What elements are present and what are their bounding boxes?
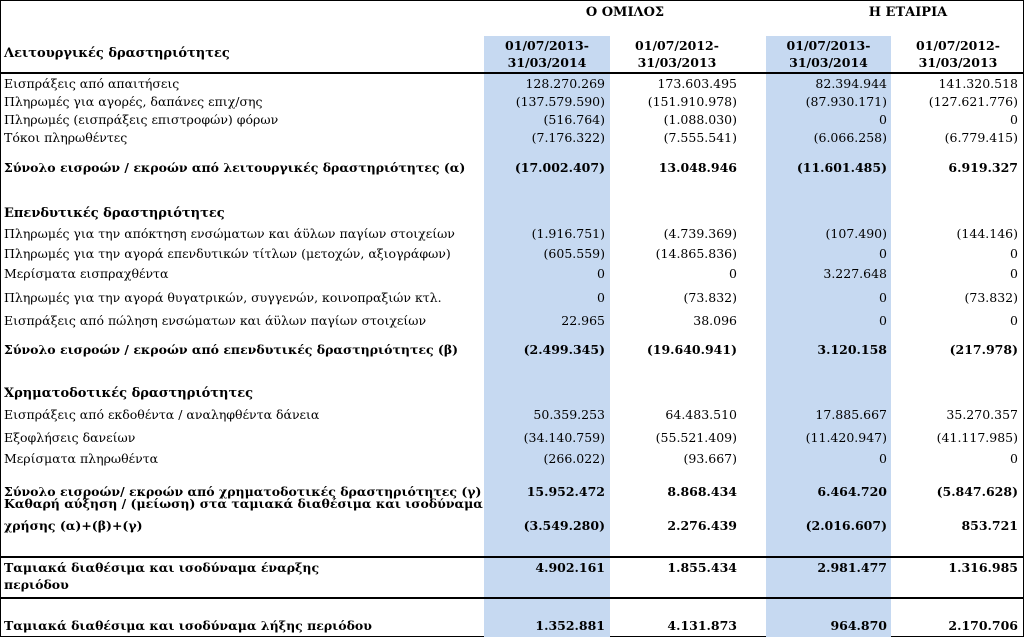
row-value: 0 [879,246,887,261]
row-label: Τόκοι πληρωθέντες [4,130,128,145]
row-value: (4.739.369) [663,226,737,241]
row-label: Μερίσματα εισπραχθέντα [4,266,169,281]
row-value: 3.227.648 [823,266,887,281]
row-value: (17.002.407) [514,160,605,175]
row-value: 4.902.161 [535,560,605,575]
rule-before-opening [0,556,1024,558]
section-operating: Λειτουργικές δραστηριότητες [4,46,230,61]
row-value: 141.320.518 [938,76,1018,91]
section-financing: Χρηματοδοτικές δραστηριότητες [4,386,254,401]
row-value: 0 [1010,313,1018,328]
row-value: 1.855.434 [667,560,737,575]
company-header: Η ΕΤΑΙΡΙΑ [868,5,948,20]
row-value: (266.022) [543,451,605,466]
row-value: (6.779.415) [944,130,1018,145]
row-value: (127.621.776) [928,94,1018,109]
row-value: 0 [1010,451,1018,466]
row-label: Πληρωμές για την αγορά επενδυτικών τίτλων (μετοχών, αξιογράφων) [4,246,451,261]
row-value: 22.965 [561,313,605,328]
row-value: (151.910.978) [647,94,737,109]
row-value: (55.521.409) [655,430,737,445]
row-value: (73.832) [964,290,1018,305]
row-value: (11.420.947) [805,430,887,445]
row-value: 128.270.269 [525,76,605,91]
row-value: (34.140.759) [523,430,605,445]
row-value: (41.117.985) [936,430,1018,445]
row-value: (144.146) [956,226,1018,241]
row-value: 0 [879,451,887,466]
row-value: (107.490) [825,226,887,241]
row-value: 0 [879,290,887,305]
period-header-3: 01/07/2013- 31/03/2014 [786,38,871,70]
row-value: 2.981.477 [817,560,887,575]
row-label: Εξοφλήσεις δανείων [4,430,136,445]
row-value: 4.131.873 [667,618,737,633]
period-header-2: 01/07/2012- 31/03/2013 [635,38,719,70]
row-label: Σύνολο εισροών / εκροών από λειτουργικές δραστηριότητες (α) [4,160,466,175]
row-value: 82.394.944 [815,76,887,91]
period-header-1: 01/07/2013- 31/03/2014 [505,38,589,70]
row-value: 38.096 [693,313,737,328]
row-value: 0 [1010,112,1018,127]
row-value: (1.916.751) [531,226,605,241]
row-label: Πληρωμές (εισπράξεις επιστροφών) φόρων [4,112,279,127]
row-label: Ταμιακά διαθέσιμα και ισοδύναμα έναρξης [4,560,320,575]
row-value: 2.276.439 [667,518,737,533]
row-value: 35.270.357 [946,407,1018,422]
row-label: Εισπράξεις από εκδοθέντα / αναληφθέντα δάνεια [4,407,320,422]
row-value: 1.352.881 [535,618,605,633]
row-value: (73.832) [683,290,737,305]
row-value: (1.088.030) [663,112,737,127]
row-value: 0 [597,290,605,305]
row-label: Εισπράξεις από απαιτήσεις [4,76,180,91]
row-value: 0 [1010,266,1018,281]
row-label: Σύνολο εισροών/ εκροών από χρηματοδοτικές δραστηριότητες (γ) [4,484,482,499]
row-value: (2.499.345) [523,342,605,357]
row-value: (11.601.485) [796,160,887,175]
highlight-column-company-2014 [766,36,891,637]
row-label-line2: περιόδου [4,577,69,592]
period-header-4: 01/07/2012- 31/03/2013 [916,38,1000,70]
row-value: 17.885.667 [815,407,887,422]
row-value: 6.464.720 [817,484,887,499]
row-value: 173.603.495 [657,76,737,91]
row-value: 0 [1010,246,1018,261]
row-value: (3.549.280) [523,518,605,533]
group-header: Ο ΟΜΙΛΟΣ [585,5,665,20]
header-rule [0,72,1024,74]
row-value: 13.048.946 [658,160,737,175]
row-value: (14.865.836) [655,246,737,261]
section-investing: Επενδυτικές δραστηριότητες [4,206,225,221]
row-label-line1: Καθαρή αύξηση / (μείωση) στα ταμιακά διαθέσιμα και ισοδύναμα [4,496,483,511]
row-label: Πληρωμές για αγορές, δαπάνες επιχ/σης [4,94,263,109]
row-label: Εισπράξεις από πώληση ενσώματων και άϋλων παγίων στοιχείων [4,313,427,328]
row-label: Πληρωμές για την αγορά θυγατρικών, συγγενών, κοινοπραξιών κτλ. [4,290,442,305]
row-value: (93.667) [683,451,737,466]
row-value: (137.579.590) [515,94,605,109]
row-value: 50.359.253 [533,407,605,422]
row-value: 0 [879,112,887,127]
row-value: 3.120.158 [817,342,887,357]
row-value: (217.978) [949,342,1018,357]
row-value: (605.559) [543,246,605,261]
row-value: (6.066.258) [813,130,887,145]
row-value: 0 [729,266,737,281]
row-label: Σύνολο εισροών / εκροών από επενδυτικές δραστηριότητες (β) [4,342,459,357]
row-label: Πληρωμές για την απόκτηση ενσώματων και άϋλων παγίων στοιχείων [4,226,455,241]
row-value: 64.483.510 [665,407,737,422]
row-value: 0 [597,266,605,281]
row-value: 8.868.434 [667,484,737,499]
row-value: 6.919.327 [948,160,1018,175]
row-value: 0 [879,313,887,328]
row-value: 853.721 [961,518,1018,533]
row-value: (7.176.322) [531,130,605,145]
row-value: (5.847.628) [936,484,1018,499]
row-value: (87.930.171) [805,94,887,109]
row-value: 1.316.985 [948,560,1018,575]
row-label: Μερίσματα πληρωθέντα [4,451,159,466]
row-value: 15.952.472 [526,484,605,499]
row-value: (2.016.607) [805,518,887,533]
rule-before-closing [0,597,1024,599]
row-label: Ταμιακά διαθέσιμα και ισοδύναμα λήξης περιόδου [4,618,372,633]
row-label: χρήσης (α)+(β)+(γ) [4,518,143,533]
row-value: (19.640.941) [646,342,737,357]
row-value: 2.170.706 [948,618,1018,633]
row-value: (516.764) [543,112,605,127]
row-value: 964.870 [830,618,887,633]
row-value: (7.555.541) [663,130,737,145]
